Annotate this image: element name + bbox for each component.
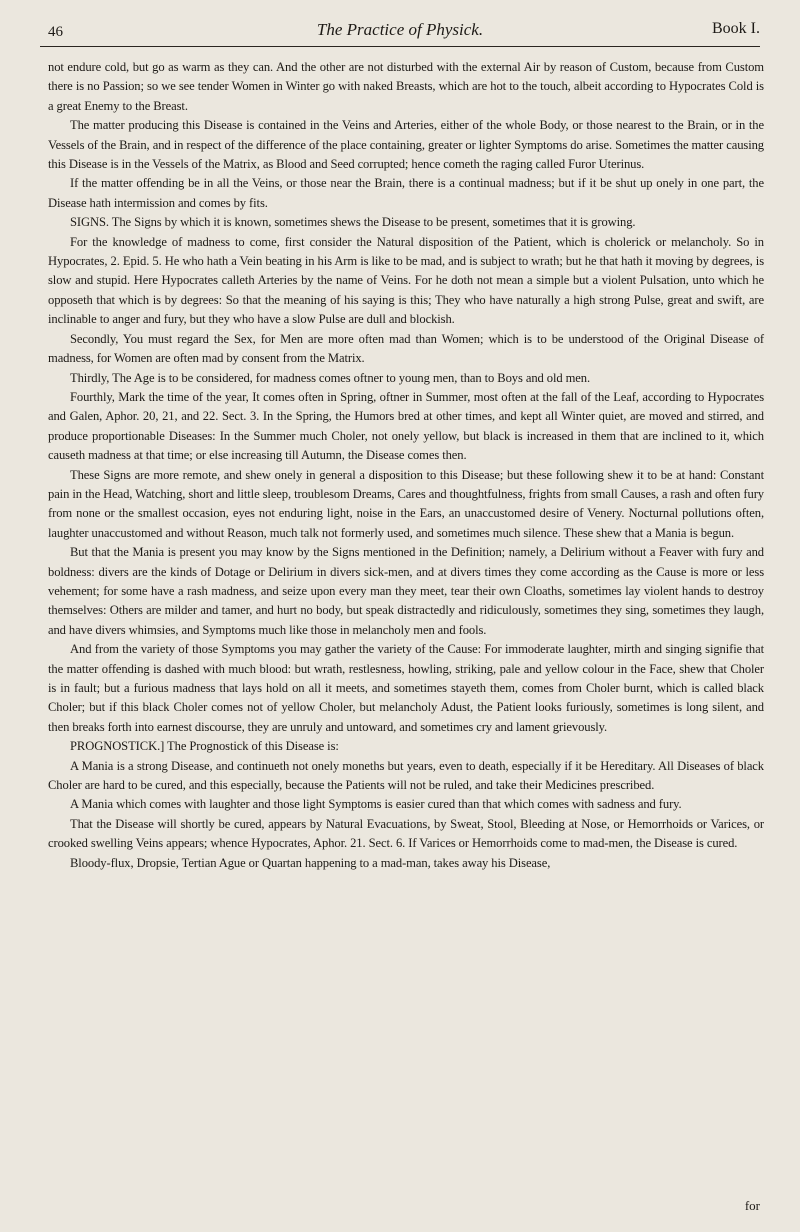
- paragraph: And from the variety of those Symptoms you may gather the variety of the Cause: For immoderate laughter, mirth and singing signifie that the matter offending is dashed with much blood: but wrath, restlesness, howling, striking, pale and yellow colour in the Face, shew that Choler is in fault; but a furious madness that lays hold on all it meets, and sometimes stayeth them, comes from Choler burnt, which is called black Choler; but if this black Choler comes not of yellow Choler, but melancholy Adust, the Patient looks furiously, sometimes is long silent, and then breaks forth into earnest discourse, they are unruly and untoward, and sometimes cry and lament grievously.: [48, 642, 764, 734]
- paragraph: If the matter offending be in all the Veins, or those near the Brain, there is a continual madness; but if it be shut up onely in one part, the Disease hath intermission and comes by fits.: [48, 176, 764, 210]
- paragraph: Thirdly, The Age is to be considered, for madness comes oftner to young men, than to Boys and old men.: [70, 370, 591, 385]
- paragraph: SIGNS. The Signs by which it is known, sometimes shews the Disease to be present, sometimes that it is growing.: [70, 215, 636, 230]
- paragraph: A Mania which comes with laughter and those light Symptoms is easier cured than that which comes with sadness and fury.: [70, 797, 682, 812]
- body-text: [48, 58, 764, 873]
- header-rule: [40, 46, 760, 47]
- paragraph: That the Disease will shortly be cured, appears by Natural Evacuations, by Sweat, Stool, Bleeding at Nose, or Hemorrhoids or Varices, or crooked swelling Veins appears; whence Hypocrates, Aphor. 21. Sect. 6. If Varices or Hemorrhoids come to mad-men, the Disease is cured.: [48, 816, 764, 851]
- book-label: Book I.: [712, 20, 760, 37]
- page-number: 46: [48, 24, 63, 40]
- paragraph: Bloody-flux, Dropsie, Tertian Ague or Quartan happening to a mad-man, takes away his Disease,: [70, 855, 551, 870]
- paragraph: The matter producing this Disease is contained in the Veins and Arteries, either of the whole Body, or those nearest to the Brain, or in the Vessels of the Brain, and in respect of the difference of the place containing, greater or lighter Symptoms do arise. Sometimes the matter causing this Disease is in the Vessels of the Matrix, as Blood and Seed corrupted; hence cometh the raging called Furor Uterinus.: [48, 118, 764, 172]
- running-head: [40, 14, 760, 48]
- paragraph: not endure cold, but go as warm as they can. And the other are not disturbed with the external Air by reason of Custom, because from Custom there is no Passion; so we see tender Women in Winter go with naked Breasts, which are hot to the touch, albeit according to Hypocrates Cold is a great Enemy to the Breast.: [48, 60, 764, 113]
- paragraph: A Mania is a strong Disease, and continueth not onely moneths but years, even to death, especially if it be Hereditary. All Diseases of black Choler are hard to be cured, and this especially, because the Patients will not be ruled, and take their Medicines prescribed.: [48, 758, 764, 793]
- paragraph: Fourthly, Mark the time of the year, It comes often in Spring, oftner in Summer, most often at the fall of the Leaf, according to Hypocrates and Galen, Aphor. 20, 21, and 22. Sect. 3. In the Spring, the Humors bred at other times, and kept all Winter quiet, are moved and stirred, and produce proportionable Diseases: In the Summer much Choler, not onely yellow, but black is increased in them that are inclined to it, which causeth madness at that time; or else increasing till Autumn, the Disease comes then.: [48, 389, 764, 463]
- running-title: The Practice of Physick.: [316, 20, 484, 39]
- catchword: for: [744, 1198, 760, 1213]
- paragraph: PROGNOSTICK.] The Prognostick of this Disease is:: [70, 739, 339, 754]
- paragraph: For the knowledge of madness to come, first consider the Natural disposition of the Patient, which is cholerick or melancholy. So in Hypocrates, 2. Epid. 5. He who hath a Vein beating in his Arm is like to be mad, and is subject to wrath; but he that hath it moving by degrees, is slow and stupid. Here Hypocrates calleth Arteries by the name of Veins. For he doth not mean a simple but a violent Pulsation, unto which he opposeth that which is by degrees: So that the meaning of his saying is this; They who have naturally a high strong Pulse, great and swift, are inclinable to anger and fury, but they who have a slow Pulse are dull and blockish.: [48, 234, 764, 327]
- paragraph: These Signs are more remote, and shew onely in general a disposition to this Disease; but these following shew it to be at hand: Constant pain in the Head, Watching, short and little sleep, troublesom Dreams, Cares and thoughtfulness, frights from small Causes, a rash and often fury from none or the smallest occasion, eyes not enduring light, noise in the Ears, an unaccustomed desire of Venery. Nocturnal pollutions often, laughter unaccustomed and without Reason, much talk not formerly used, and sometimes much silence. These shew that a Mania is begun.: [48, 467, 764, 540]
- paragraph: Secondly, You must regard the Sex, for Men are more often mad than Women; which is to be understood of the Original Disease of madness, for Women are often mad by consent from the Matrix.: [48, 331, 764, 366]
- paragraph: But that the Mania is present you may know by the Signs mentioned in the Definition; namely, a Delirium without a Feaver with fury and boldness: divers are the kinds of Dotage or Delirium in divers sick-men, and at divers times they come according as the Cause is more or less vehement; for some have a rash madness, and seize upon every man they meet, tear their own Cloaths, sometimes lay violent hands to destroy themselves: Others are milder and tamer, and hurt no body, but speak distractedly and ridiculously, sometimes they sing, sometimes they laugh, and have divers whimsies, and Symptoms much like those in melancholy men and fools.: [48, 545, 764, 637]
